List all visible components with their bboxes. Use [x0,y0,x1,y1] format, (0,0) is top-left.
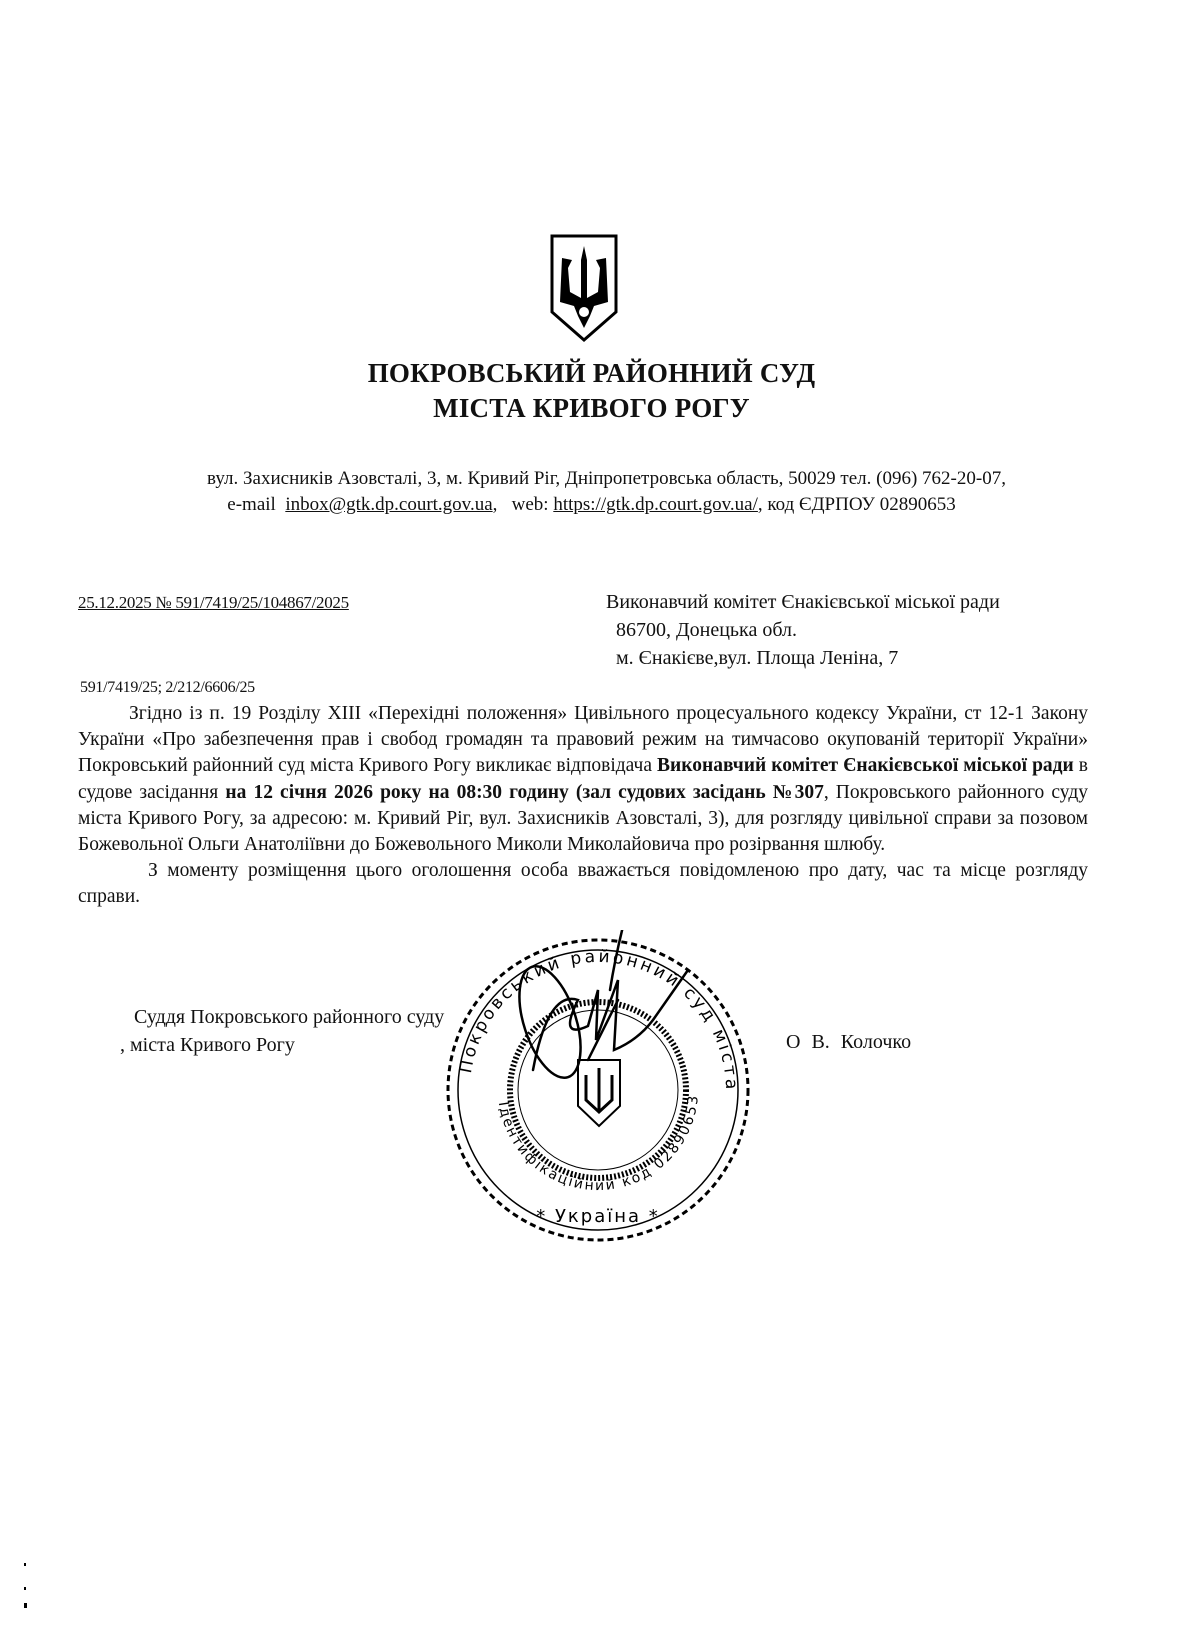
edrpou-code: , код ЄДРПОУ 02890653 [757,494,956,515]
web-label: web: [511,494,549,515]
hearing-date-time: на 12 січня 2026 року на 08:30 годину (зал судових засідань №307 [225,781,824,803]
case-numbers: 591/7419/25; 2/212/6606/25 [80,679,255,696]
defendant-name: Виконавчий комітет Єнакієвської міської ради [657,755,1074,777]
ukraine-trident-icon [548,232,620,344]
court-seal-stamp-icon [438,930,758,1250]
email-link[interactable]: inbox@gtk.dp.court.gov.ua [285,494,493,515]
svg-text:Ідентифікаційний код 02890653: Ідентифікаційний код 02890653 [494,1093,703,1195]
email-label: e-mail [227,494,276,515]
scan-artifact [24,1587,26,1590]
judge-name: О В. Колочко [786,1031,912,1053]
svg-text:* Україна *: * Україна * [536,1206,660,1227]
recipient-block [606,588,1000,672]
court-name-line1: ПОКРОВСЬКИЙ РАЙОННИЙ СУД [367,358,816,388]
notice-paragraph-2: З моменту розміщення цього оголошення особа вважається повідомленою про дату, час та місце розгляду справи. [78,860,1088,908]
scan-artifact [24,1603,27,1608]
recipient-street: м. Єнакієве,вул. Площа Леніна, 7 [616,647,899,669]
court-name-line2: МІСТА КРИВОГО РОГУ [433,393,750,423]
notice-paragraph-1: Згідно із п. 19 Розділу XIII «Перехідні положення» Цивільного процесуального кодексу України, ст 12-1 Закону України «Про забезпечення прав і свобод громадян та правовий режим на тимчасово окупованій території України» Покровський районний суд міста Кривого Рогу викликає відповідача Виконавчий комітет Єнакієвської міської ради в судове засідання на 12 січня 2026 року на 08:30 годину (зал судових засідань №307, Покровського районного суду міста Кривого Рогу, за адресою: м. Кривий Ріг, вул. Захисників Азовсталі, 3), для розгляду цивільної справи за позовом Божевольної Ольги Анатоліївни до Божевольного Миколи Миколайовича про розірвання шлюбу. [78,703,1089,856]
recipient-name: Виконавчий комітет Єнакієвської міської ради [606,591,1000,613]
court-contacts: e-mail inbox@gtk.dp.court.gov.ua, web: https://gtk.dp.court.gov.ua/, код ЄДРПОУ 02890653 [227,494,956,515]
judge-title: Суддя Покровського районного суду , міста Кривого Рогу [120,1006,445,1056]
web-link[interactable]: https://gtk.dp.court.gov.ua/ [553,494,758,515]
svg-text:Покровський районний суд міста: Покровський районний суд міста [456,946,742,1093]
scan-artifact [24,1563,26,1566]
court-address: вул. Захисників Азовсталі, 3, м. Кривий Ріг, Дніпропетровська область, 50029 тел. (096) 762-20-07, [207,468,1006,489]
notice-body [78,701,1088,911]
recipient-postal: 86700, Донецька обл. [616,619,797,641]
outgoing-reference: 25.12.2025 № 591/7419/25/104867/2025 [78,593,349,612]
